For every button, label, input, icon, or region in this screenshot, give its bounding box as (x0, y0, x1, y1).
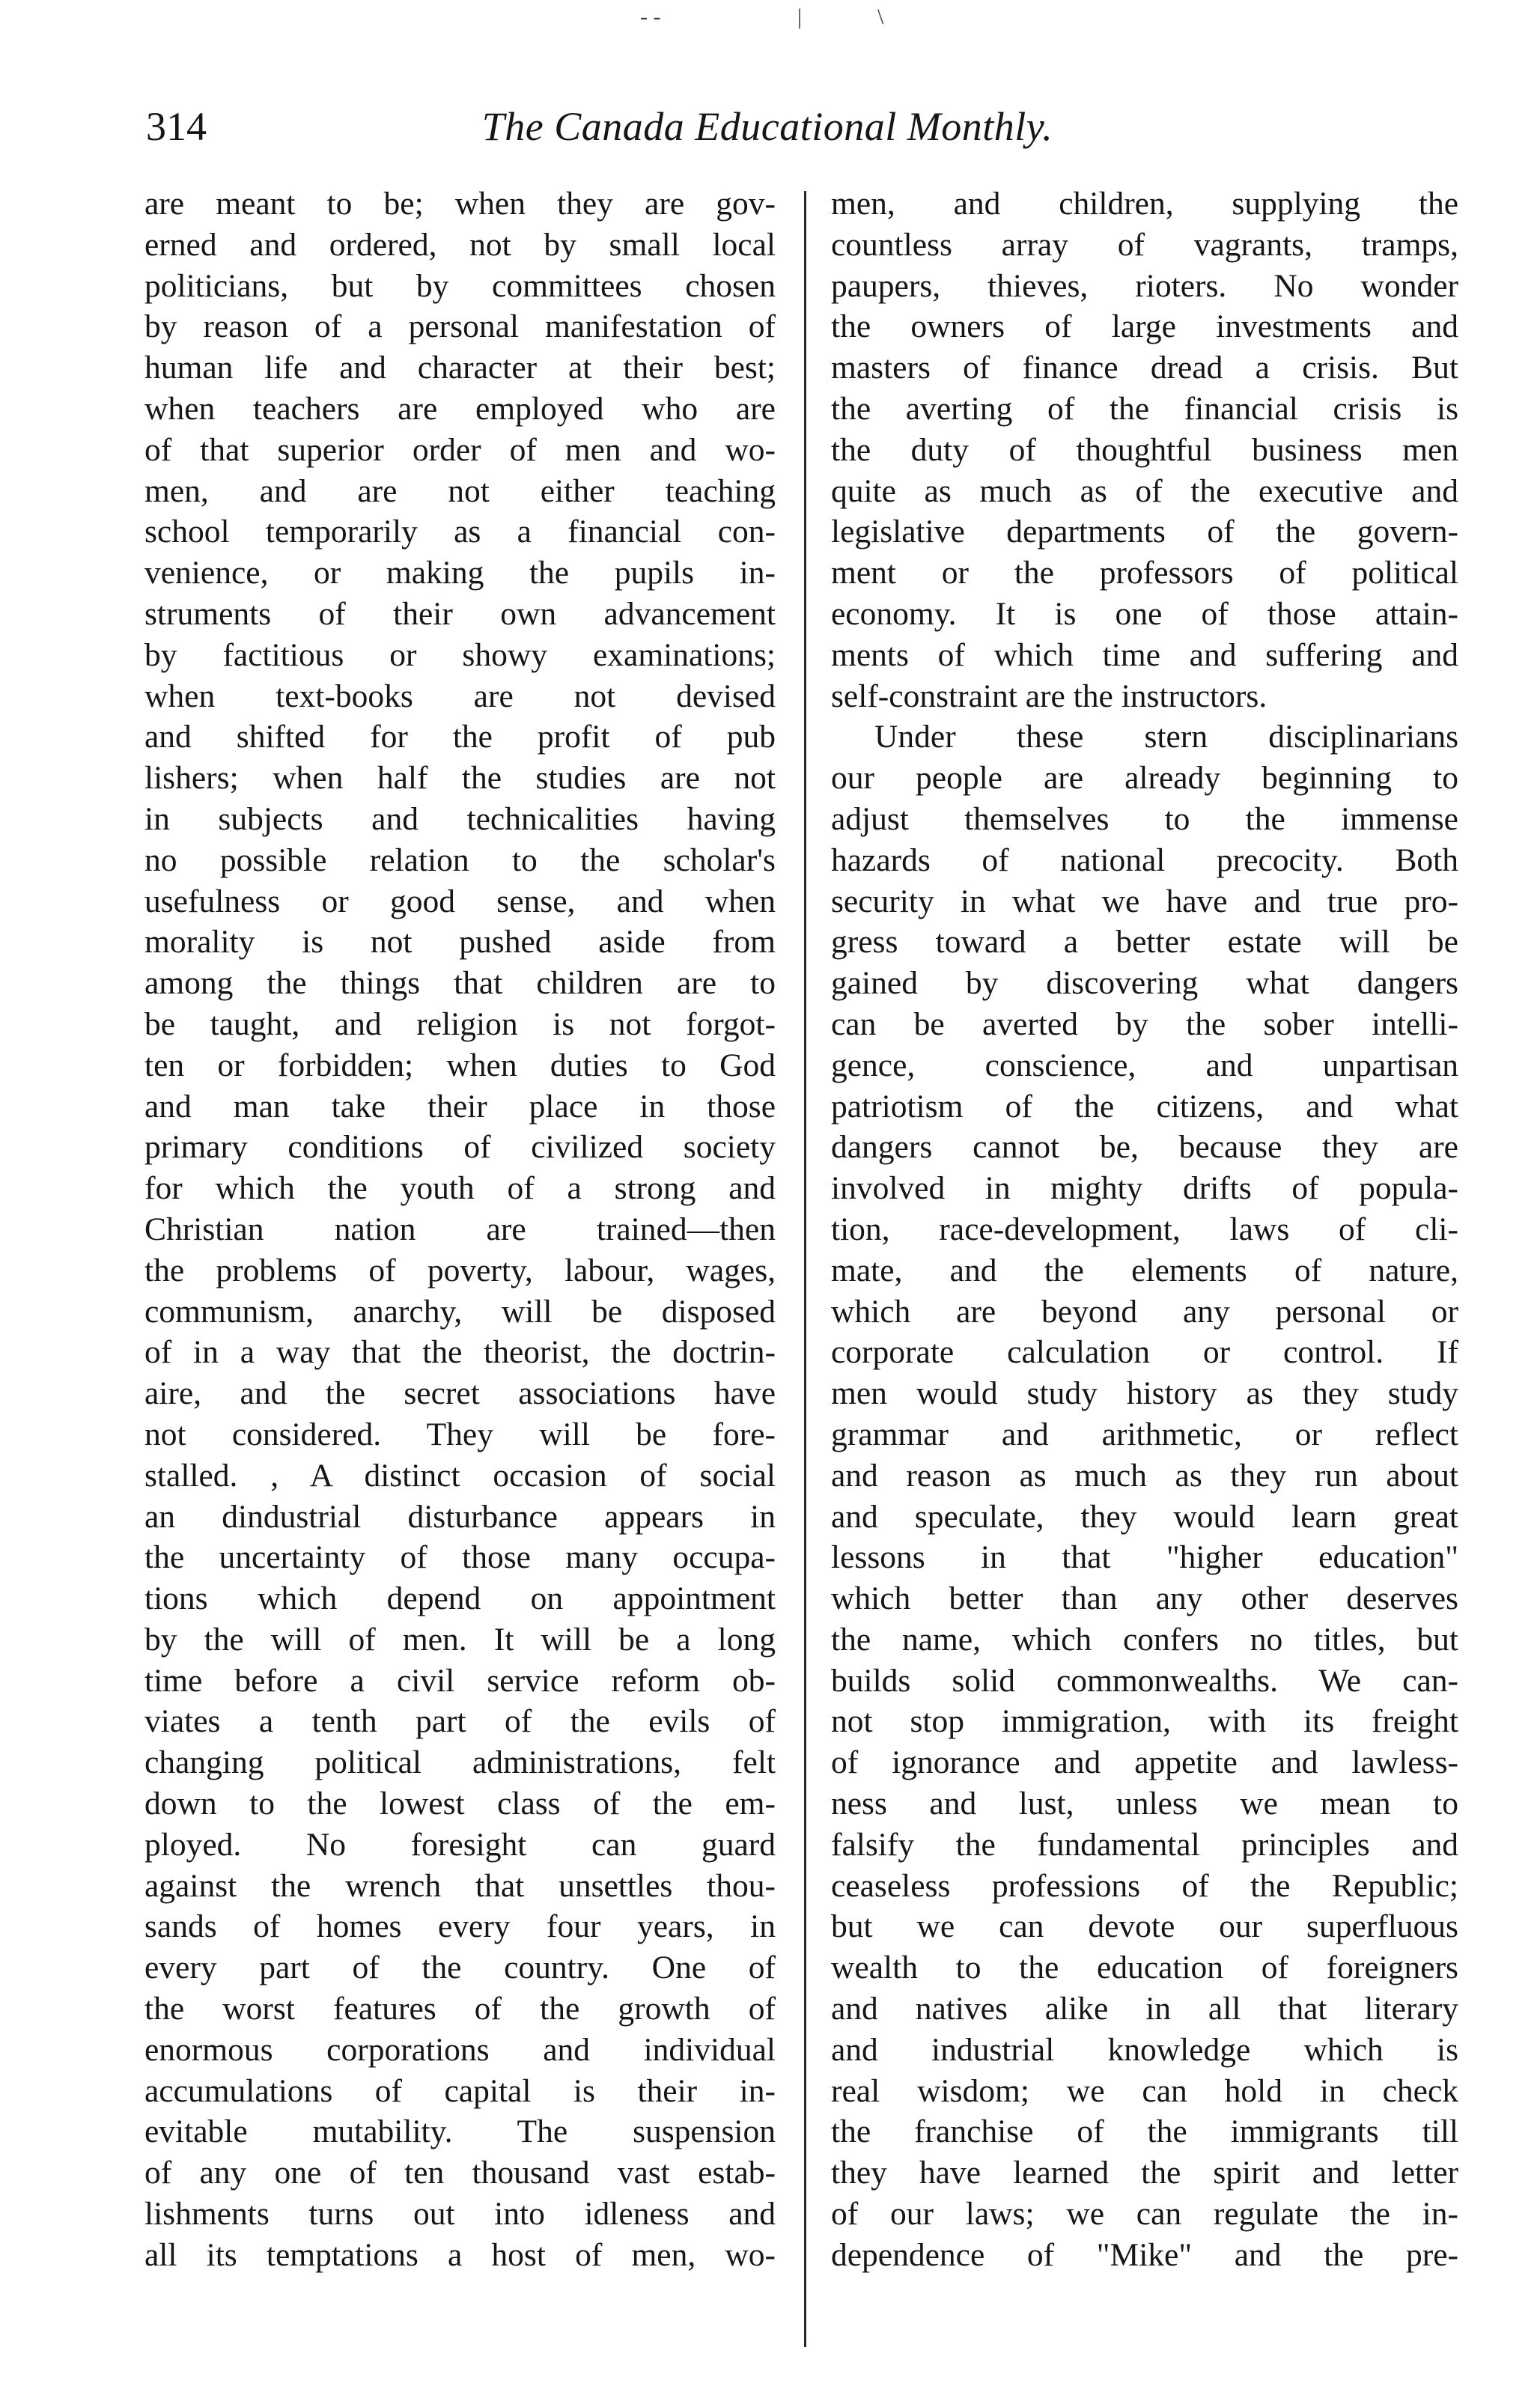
text-line: no possible relation to the scholar's (144, 842, 776, 878)
text-line: dangers cannot be, because they are (831, 1129, 1458, 1166)
text-line: down to the lowest class of the em- (144, 1786, 776, 1822)
text-line: mate, and the elements of nature, (831, 1252, 1458, 1288)
text-line: human life and character at their best; (144, 350, 776, 386)
text-line: quite as much as of the executive and (831, 472, 1458, 509)
text-line: economy. It is one of those attain- (831, 595, 1458, 632)
text-line: involved in mighty drifts of popula- (831, 1170, 1458, 1207)
text-line: ployed. No foresight can guard (144, 1826, 776, 1863)
text-line: Christian nation are trained—then (144, 1211, 776, 1247)
text-line: for which the youth of a strong and (144, 1170, 776, 1207)
text-line: evitable mutability. The suspension (144, 2114, 776, 2150)
text-line: the uncertainty of those many occupa- (144, 1539, 776, 1576)
text-line: they have learned the spirit and letter (831, 2155, 1458, 2191)
text-line: of that superior order of men and wo- (144, 431, 776, 468)
text-line: accumulations of capital is their in- (144, 2072, 776, 2109)
text-line: of in a way that the theorist, the doctrin- (144, 1334, 776, 1371)
text-line: falsify the fundamental principles and (831, 1826, 1458, 1863)
column-divider (804, 191, 806, 2347)
text-line: communism, anarchy, will be disposed (144, 1293, 776, 1330)
text-line: of ignorance and appetite and lawless- (831, 1744, 1458, 1781)
text-line: patriotism of the citizens, and what (831, 1088, 1458, 1125)
text-line: in subjects and technicalities having (144, 800, 776, 837)
text-line: builds solid commonwealths. We can- (831, 1662, 1458, 1699)
text-line: and shifted for the profit of pub (144, 719, 776, 755)
text-line: security in what we have and true pro- (831, 883, 1458, 919)
text-line: ten or forbidden; when duties to God (144, 1047, 776, 1083)
text-line: when text-books are not devised (144, 678, 776, 714)
scan-mark: \ (877, 4, 884, 29)
text-line: men would study history as they study (831, 1375, 1458, 1412)
text-line: ceaseless professions of the Republic; (831, 1867, 1458, 1904)
scan-mark: - - (640, 4, 661, 29)
text-line: but we can devote our superfluous (831, 1908, 1458, 1945)
text-line: time before a civil service reform ob- (144, 1662, 776, 1699)
text-line: and man take their place in those (144, 1088, 776, 1125)
text-line: not stop immigration, with its freight (831, 1703, 1458, 1740)
page-header (146, 103, 1389, 163)
text-line: and industrial knowledge which is (831, 2031, 1458, 2068)
text-line: struments of their own advancement (144, 595, 776, 632)
text-line: politicians, but by committees chosen (144, 267, 776, 304)
text-line: erned and ordered, not by small local (144, 226, 776, 263)
text-line: which are beyond any personal or (831, 1293, 1458, 1330)
text-line: by the will of men. It will be a long (144, 1621, 776, 1658)
text-line: tion, race-development, laws of cli- (831, 1211, 1458, 1247)
text-line: by reason of a personal manifestation of (144, 308, 776, 345)
text-line: which better than any other deserves (831, 1580, 1458, 1617)
scan-mark: | (797, 4, 803, 29)
text-line: self-constraint are the instructors. (831, 678, 1267, 714)
text-line: changing political administrations, felt (144, 1744, 776, 1781)
text-line: the name, which confers no titles, but (831, 1621, 1458, 1658)
text-line: and speculate, they would learn great (831, 1498, 1458, 1535)
text-line: ness and lust, unless we mean to (831, 1786, 1458, 1822)
text-line: dependence of "Mike" and the pre- (831, 2236, 1458, 2273)
text-line: the problems of poverty, labour, wages, (144, 1252, 776, 1288)
left-text-column (144, 183, 776, 2355)
text-line: real wisdom; we can hold in check (831, 2072, 1458, 2109)
text-line: be taught, and religion is not forgot- (144, 1005, 776, 1042)
text-line: countless array of vagrants, tramps, (831, 226, 1458, 263)
text-line: are meant to be; when they are gov- (144, 186, 776, 222)
text-line: Under these stern disciplinarians (874, 719, 1458, 755)
text-line: men, and children, supplying the (831, 186, 1458, 222)
text-line: viates a tenth part of the evils of (144, 1703, 776, 1740)
text-line: sands of homes every four years, in (144, 1908, 776, 1945)
text-line: the franchise of the immigrants till (831, 2114, 1458, 2150)
page-number: 314 (146, 104, 207, 149)
text-line: lishers; when half the studies are not (144, 760, 776, 797)
text-line: an dindustrial disturbance appears in (144, 1498, 776, 1535)
text-line: hazards of national precocity. Both (831, 842, 1458, 878)
text-line: adjust themselves to the immense (831, 800, 1458, 837)
text-line: men, and are not either teaching (144, 472, 776, 509)
text-line: gress toward a better estate will be (831, 924, 1458, 961)
text-line: when teachers are employed who are (144, 390, 776, 427)
text-line: lessons in that "higher education" (831, 1539, 1458, 1576)
text-line: legislative departments of the govern- (831, 514, 1458, 550)
text-line: school temporarily as a financial con- (144, 514, 776, 550)
text-line: our people are already beginning to (831, 760, 1458, 797)
text-line: usefulness or good sense, and when (144, 883, 776, 919)
text-line: gained by discovering what dangers (831, 965, 1458, 1002)
text-line: primary conditions of civilized society (144, 1129, 776, 1166)
text-line: tions which depend on appointment (144, 1580, 776, 1617)
text-line: lishments turns out into idleness and (144, 2196, 776, 2233)
running-title: The Canada Educational Monthly. (481, 104, 1053, 149)
text-line: corporate calculation or control. If (831, 1334, 1458, 1371)
text-line: every part of the country. One of (144, 1950, 776, 1986)
text-line: against the wrench that unsettles thou- (144, 1867, 776, 1904)
text-line: the worst features of the growth of (144, 1991, 776, 2027)
text-line: by factitious or showy examinations; (144, 636, 776, 673)
text-line: among the things that children are to (144, 965, 776, 1002)
text-line: all its temptations a host of men, wo- (144, 2236, 776, 2273)
text-line: and natives alike in all that literary (831, 1991, 1458, 2027)
text-line: and reason as much as they run about (831, 1457, 1458, 1494)
text-line: not considered. They will be fore- (144, 1416, 776, 1452)
text-line: wealth to the education of foreigners (831, 1950, 1458, 1986)
text-line: stalled. , A distinct occasion of social (144, 1457, 776, 1494)
text-line: masters of finance dread a crisis. But (831, 350, 1458, 386)
text-line: can be averted by the sober intelli- (831, 1005, 1458, 1042)
text-line: paupers, thieves, rioters. No wonder (831, 267, 1458, 304)
right-text-column (831, 183, 1458, 2355)
text-line: aire, and the secret associations have (144, 1375, 776, 1412)
text-line: the owners of large investments and (831, 308, 1458, 345)
text-line: grammar and arithmetic, or reflect (831, 1416, 1458, 1452)
text-line: morality is not pushed aside from (144, 924, 776, 961)
text-line: ment or the professors of political (831, 555, 1458, 591)
text-line: ments of which time and suffering and (831, 636, 1458, 673)
text-line: of our laws; we can regulate the in- (831, 2196, 1458, 2233)
text-line: venience, or making the pupils in- (144, 555, 776, 591)
text-line: gence, conscience, and unpartisan (831, 1047, 1458, 1083)
text-line: the averting of the financial crisis is (831, 390, 1458, 427)
text-line: of any one of ten thousand vast estab- (144, 2155, 776, 2191)
text-line: enormous corporations and individual (144, 2031, 776, 2068)
text-line: the duty of thoughtful business men (831, 431, 1458, 468)
